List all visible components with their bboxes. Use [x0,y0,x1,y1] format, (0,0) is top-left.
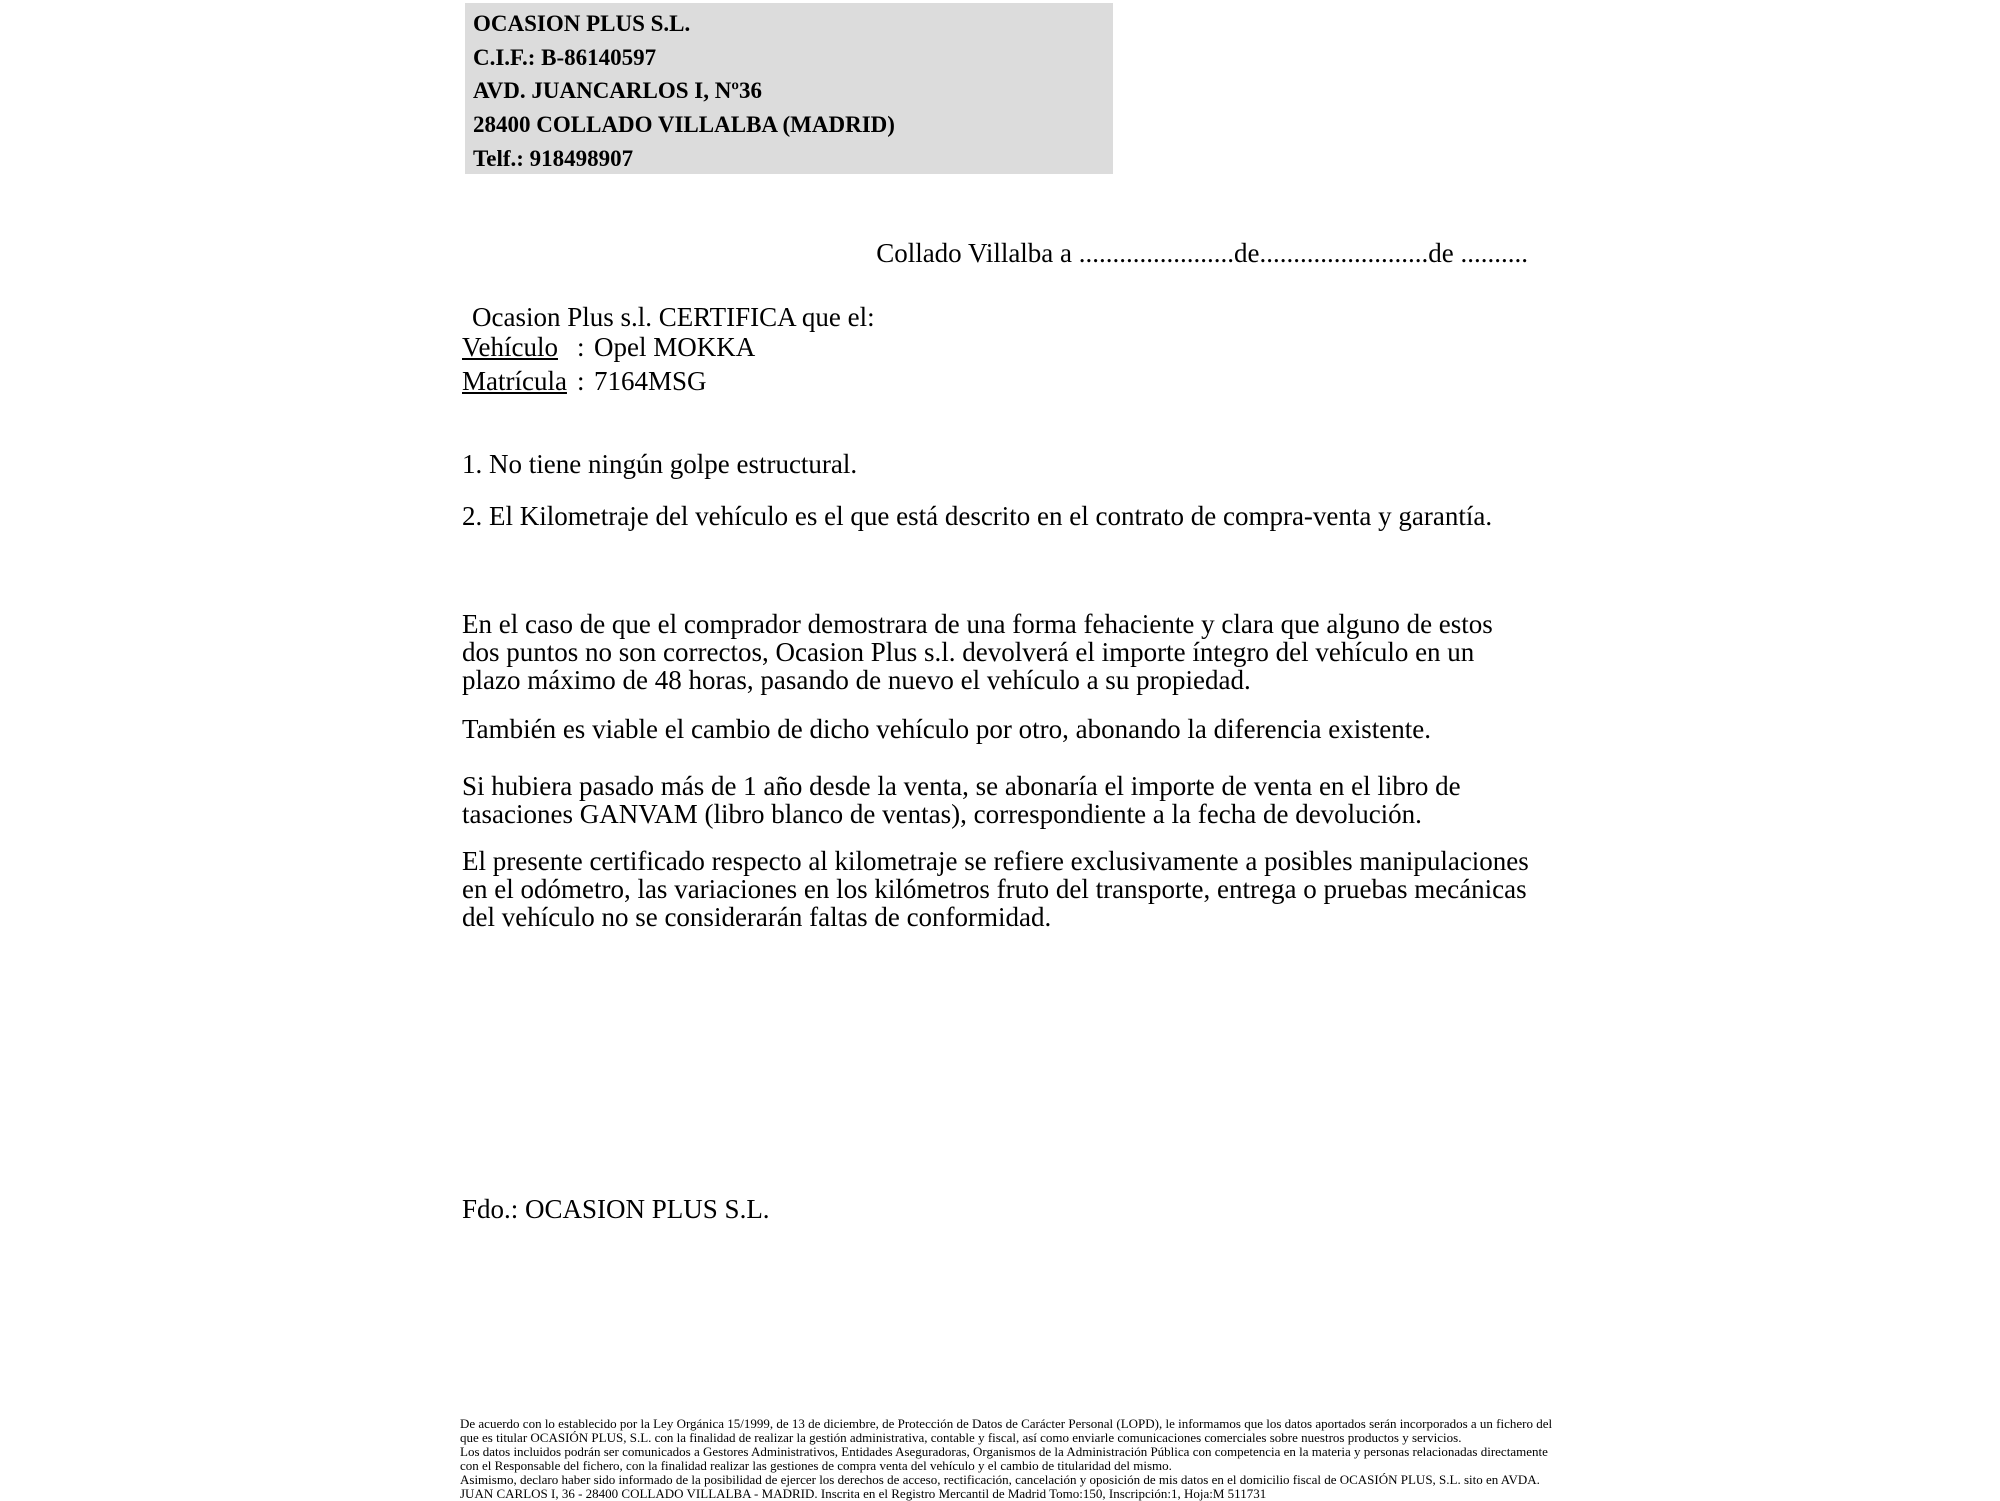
legal-paragraph-3: Asimismo, declaro haber sido informado de la posibilidad de ejercer los derechos de acceso, rectificación, cancelación y oposición de mis datos en el domicilio fiscal de OCASIÓN PLUS, S.L. sito en AVDA. JUAN CARLOS I, 36 - 28400 COLLADO VILLALBA - MADRID. Inscrita en el Registro Mercantil de Madrid Tomo:150, Inscripción:1, Hoja:M 511731 [460,1472,1540,1501]
vehicle-label: Vehículo [462,332,558,362]
signature-line: Fdo.: OCASION PLUS S.L. [462,1194,770,1224]
point-1: 1. No tiene ningún golpe estructural. [462,449,858,479]
vehicle-value: Opel MOKKA [594,332,756,362]
plate-separator: : [577,366,585,396]
company-name: OCASION PLUS S.L. [473,11,691,36]
legal-notice [460,1417,1562,1501]
company-address: AVD. JUANCARLOS I, Nº36 [473,78,762,104]
company-cif: C.I.F.: B-86140597 [473,44,657,70]
body-paragraph-2: También es viable el cambio de dicho vehículo por otro, abonando la diferencia existente. [462,714,1432,744]
point-2: 2. El Kilometraje del vehículo es el que está descrito en el contrato de compra-venta y garantía. [462,501,1493,531]
plate-value: 7164MSG [594,366,707,396]
body-paragraph-4: El presente certificado respecto al kilometraje se refiere exclusivamente a posibles manipulaciones en el odómetro, las variaciones en los kilómetros fruto del transporte, entrega o pruebas mecánicas del vehículo no se considerarán faltas de conformidad. [462,846,1529,932]
vehicle-separator: : [577,332,585,362]
body-paragraph-1: En el caso de que el comprador demostrara de una forma fehaciente y clara que alguno de estos dos puntos no son correctos, Ocasion Plus s.l. devolverá el importe íntegro del vehículo en un plazo máximo de 48 horas, pasando de nuevo el vehículo a su propiedad. [462,609,1493,695]
plate-row [462,366,707,396]
date-line: Collado Villalba a .......................de.........................de .......... [876,238,1528,268]
company-phone: Telf.: 918498907 [473,145,634,171]
certifies-line: Ocasion Plus s.l. CERTIFICA que el: [472,302,875,332]
legal-paragraph-2: Los datos incluidos podrán ser comunicados a Gestores Administrativos, Entidades Aseguradoras, Organismos de la Administración Pública con competencia en la materia y personas relacionadas directamente con el Responsable del fichero, con la finalidad realizar las gestiones de compra venta del vehículo y el cambio de titularidad del mismo. [460,1444,1548,1473]
vehicle-row [462,332,756,362]
plate-label: Matrícula [462,366,567,396]
body-paragraph-3: Si hubiera pasado más de 1 año desde la venta, se abonaría el importe de venta en el libro de tasaciones GANVAM (libro blanco de ventas), correspondiente a la fecha de devolución. [462,771,1461,829]
company-header-box [465,3,1113,174]
company-city: 28400 COLLADO VILLALBA (MADRID) [473,112,895,138]
legal-paragraph-1: De acuerdo con lo establecido por la Ley Orgánica 15/1999, de 13 de diciembre, de Protección de Datos de Carácter Personal (LOPD), le informamos que los datos aportados serán incorporados a un fichero del que es titular OCASIÓN PLUS, S.L. con la finalidad de realizar la gestión administrativa, contable y fiscal, así como enviarle comunicaciones comerciales sobre nuestros productos y servicios. [460,1416,1553,1445]
